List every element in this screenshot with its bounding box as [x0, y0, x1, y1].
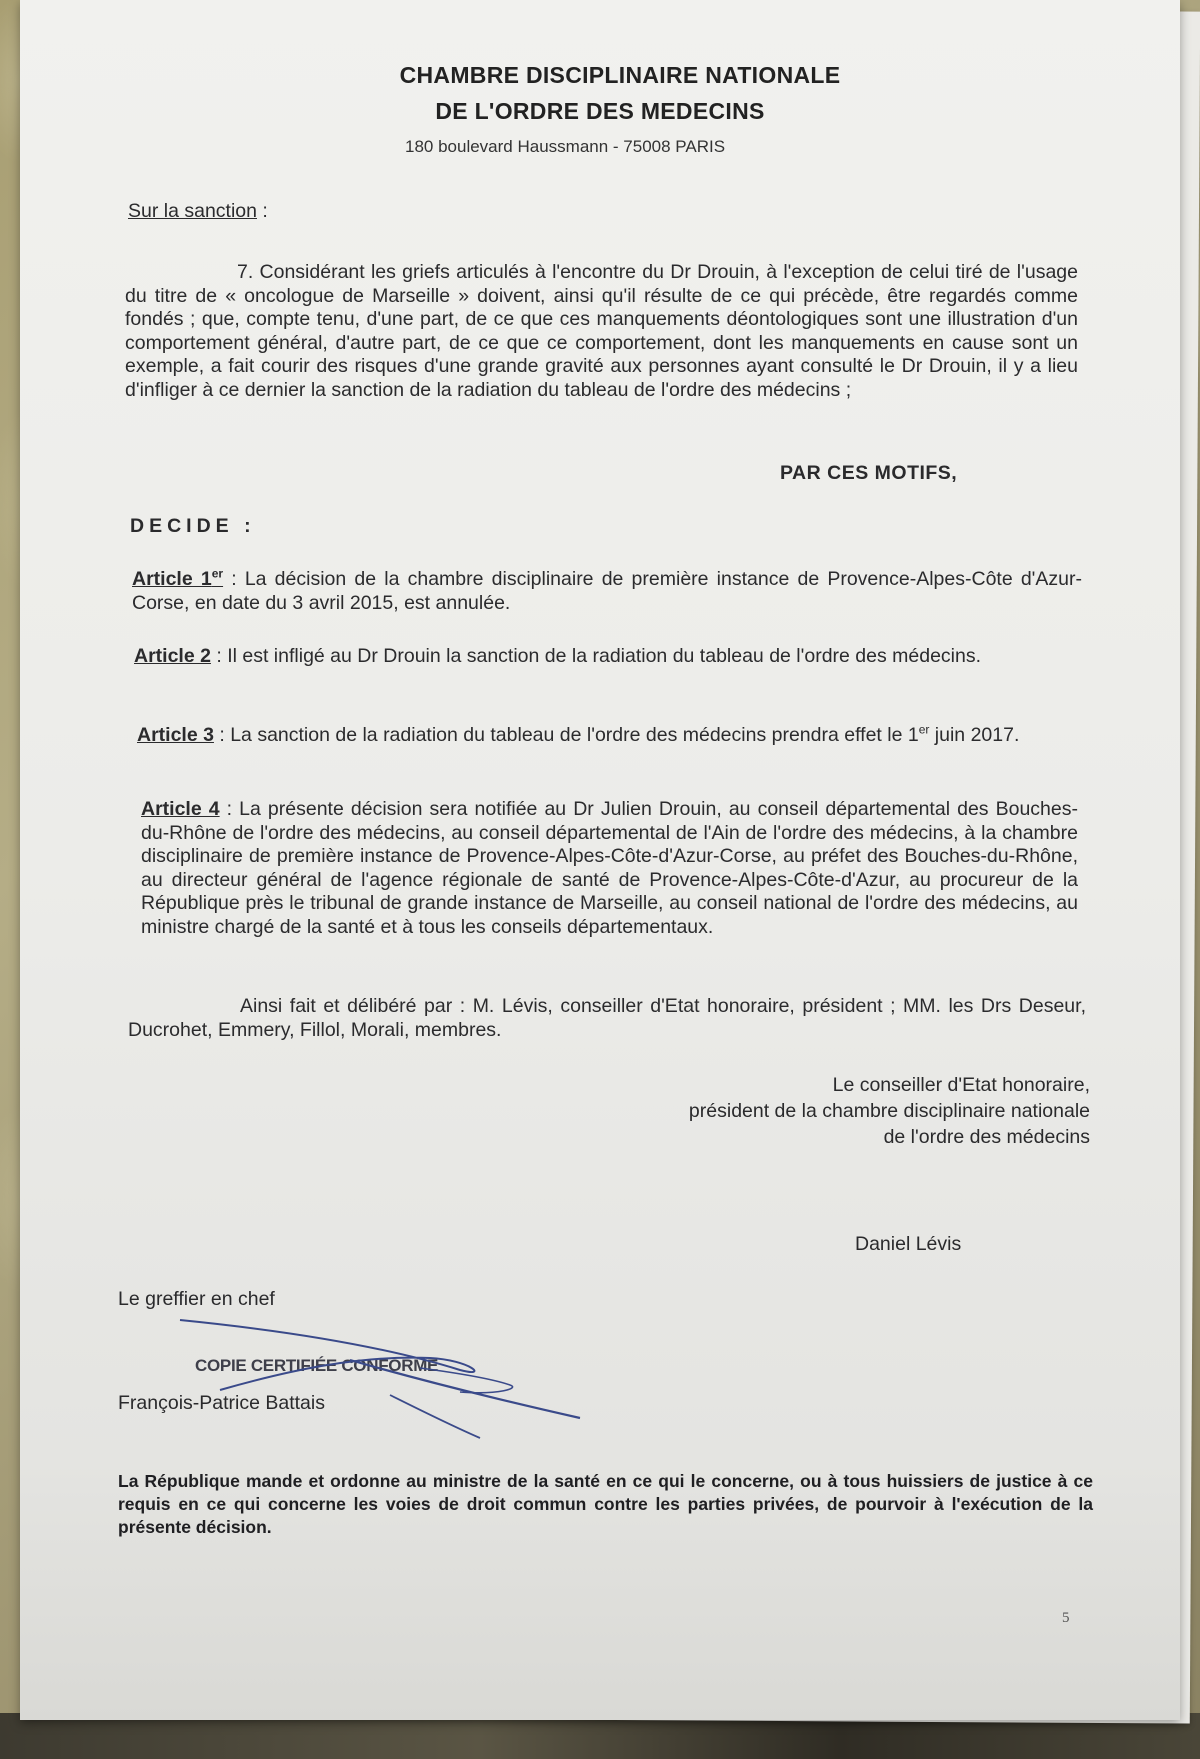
section-title: Sur la sanction [128, 200, 257, 222]
article-1-text: : La décision de la chambre disciplinaire de première instance de Provence-Alpes-Côte d'Azur-Corse, en date du 3 avril 2015, est annulée. [132, 568, 1082, 614]
article-4-text: : La présente décision sera notifiée au Dr Julien Drouin, au conseil départemental des Bouches-du-Rhône de l'ordre des médecins, au conseil départemental de l'Ain de l'ordre des médecins, à la chambre disciplinaire de première instance de Provence-Alpes-Côte-d'Azur-Corse, au préfet des Bouches-du-Rhône, au directeur général de l'agence régionale de santé de Provence-Alpes-Côte-d'Azur, au procureur de la République près le tribunal de grande instance de Marseille, au conseil national de l'ordre des médecins, au ministre chargé de la santé et à tous les conseils départementaux. [141, 798, 1078, 938]
page-number: 5 [1062, 1610, 1070, 1626]
certified-copy-stamp: COPIE CERTIFIÉE CONFORME [195, 1356, 439, 1375]
signature-line2: président de la chambre disciplinaire nationale [688, 1100, 1090, 1122]
article-1 [132, 568, 1082, 615]
header-title-line1: CHAMBRE DISCIPLINAIRE NATIONALE [399, 62, 841, 88]
handwritten-signature [160, 1300, 640, 1440]
signature-block [575, 1072, 1090, 1150]
document-page [20, 0, 1180, 1720]
decide-heading: DECIDE : [130, 515, 256, 537]
article-3-title: Article 3 [137, 724, 214, 746]
deliberation-paragraph: Ainsi fait et délibéré par : M. Lévis, conseiller d'Etat honoraire, président ; MM. les Drs Deseur, Ducrohet, Emmery, Fillol, Morali, membres. [128, 995, 1086, 1041]
article-1-sup: er [211, 566, 224, 581]
article-1-label: Article 1 [132, 568, 212, 590]
article-3-text2: juin 2017. [929, 724, 1020, 746]
paragraph-7: 7. Considérant les griefs articulés à l'encontre du Dr Drouin, à l'exception de celui tiré de l'usage du titre de « oncologue de Marseille » doivent, ainsi qu'il résulte de ce qui précède, être regardés comme fondés ; que, compte tenu, d'une part, de ce que ces manquements déontologiques sont une illustration d'un comportement général, d'autre part, de ce que ce comportement, dont les manquements en cause sont un exemple, a fait courir des risques d'une grande gravité aux personnes ayant consulté le Dr Drouin, il y a lieu d'infliger à ce dernier la sanction de la radiation du tableau de l'ordre des médecins ; [125, 261, 1078, 401]
greffier-name: François-Patrice Battais [118, 1392, 325, 1414]
article-3-text: : La sanction de la radiation du tableau de l'ordre des médecins prendra effet le 1 [213, 724, 919, 746]
motifs-heading: PAR CES MOTIFS, [780, 462, 958, 484]
signature-line1: Le conseiller d'Etat honoraire, [832, 1074, 1090, 1096]
signature-line3: de l'ordre des médecins [883, 1126, 1090, 1148]
article-1-title [132, 568, 223, 590]
header-title-line2: DE L'ORDRE DES MEDECINS [435, 98, 765, 124]
article-4 [141, 798, 1078, 939]
article-4-title: Article 4 [141, 798, 220, 820]
article-3-sup: er [918, 722, 930, 737]
article-3 [137, 724, 1080, 748]
header-address: 180 boulevard Haussmann - 75008 PARIS [405, 137, 726, 156]
greffier-title: Le greffier en chef [118, 1288, 275, 1310]
section-heading [128, 200, 268, 224]
article-2-title: Article 2 [134, 645, 211, 667]
article-2 [134, 645, 1082, 669]
executory-formula: La République mande et ordonne au ministre de la santé en ce qui le concerne, ou à tous huissiers de justice à ce requis en ce qui concerne les voies de droit commun contre les parties privées, de pourvoir à l'exécution de la présente décision. [118, 1471, 1093, 1537]
signer-name: Daniel Lévis [855, 1233, 962, 1255]
section-title-suffix: : [257, 200, 268, 222]
article-2-text: : Il est infligé au Dr Drouin la sanction de la radiation du tableau de l'ordre des médecins. [210, 645, 982, 667]
